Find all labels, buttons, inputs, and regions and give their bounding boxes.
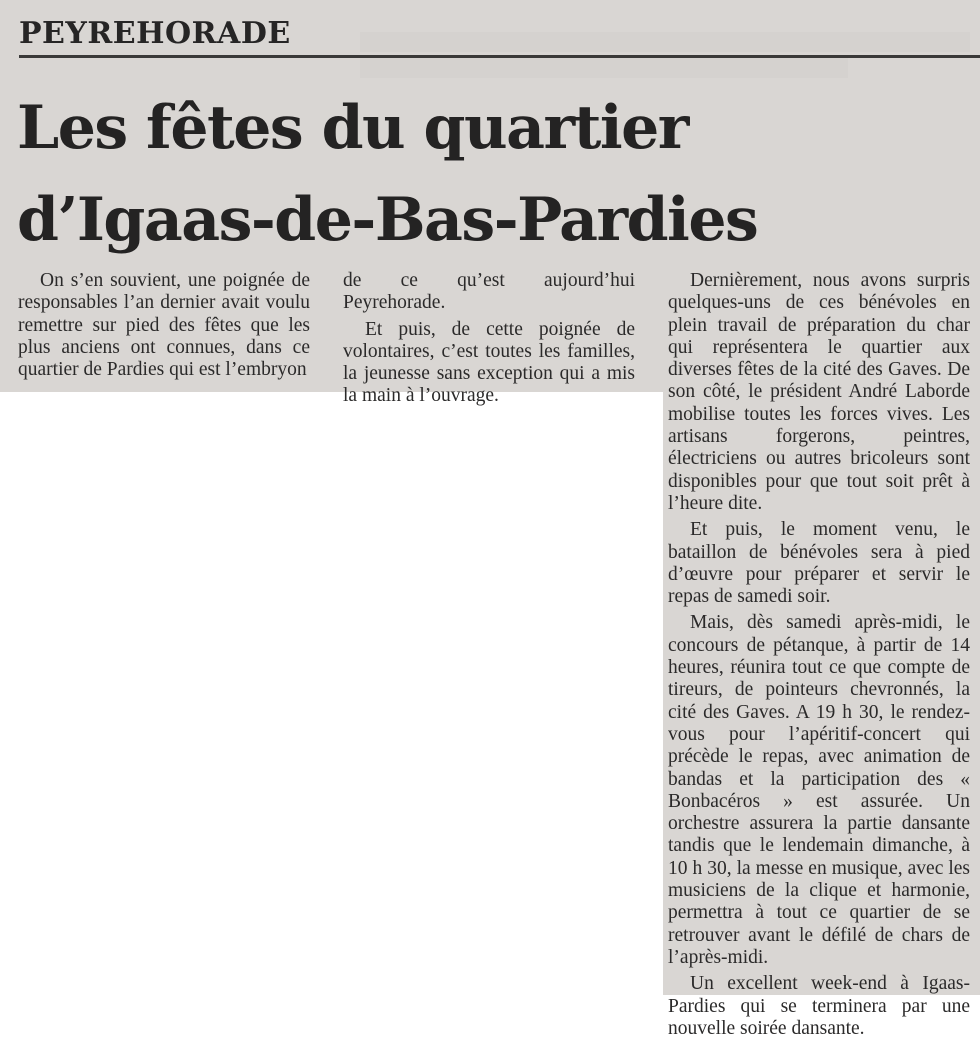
kicker-rule <box>19 55 980 58</box>
column-3-paragraph-3: Mais, dès samedi après-midi, le concours de pétanque, à partir de 14 heures, réunira tout ce que compte de tireurs, de pointeurs chevronnés, la cité des Gaves. A 19 h 30, le rendez-vous pour l’apéritif-concert qui précède le repas, avec animation de bandas et la participation des « Bonbacéros » est assurée. Un orchestre assurera la partie dansante tandis que le lendemain dimanche, à 10 h 30, la messe en musique, avec les musiciens de la clique et harmonie, permettra à tout ce quartier de se retrouver avant le défilé de chars de l’après-midi. <box>668 612 970 968</box>
headline-line-2: d’Igaas-de-Bas-Pardies <box>17 185 758 255</box>
column-2-paragraph-2: Et puis, de cette poignée de volontaires, c’est toutes les familles, la jeunesse sans exception qui a mis la main à l’ouvrage. <box>343 318 635 407</box>
column-1-paragraph-1: On s’en souvient, une poignée de responsables l’an dernier avait voulu remettre sur pied des fêtes que les plus anciens ont connues, dans ce quartier de Pardies qui est l’embryon <box>18 270 310 381</box>
headline-line-1: Les fêtes du quartier <box>17 93 688 163</box>
column-3-paragraph-2: Et puis, le moment venu, le bataillon de bénévoles sera à pied d’œuvre pour préparer et servir le repas de samedi soir. <box>668 519 970 608</box>
article-column-3 <box>668 270 970 1040</box>
column-3-paragraph-4: Un excellent week-end à Igaas-Pardies qui se terminera par une nouvelle soirée dansante. <box>668 973 970 1039</box>
section-kicker: PEYREHORADE <box>19 16 291 51</box>
article-column-1 <box>18 270 310 381</box>
article-headline <box>17 82 917 266</box>
column-2-paragraph-1: de ce qu’est aujourd’hui Peyrehorade. <box>343 270 635 314</box>
article-column-2 <box>343 270 635 408</box>
column-3-paragraph-1: Dernièrement, nous avons surpris quelques-uns de ces bénévoles en plein travail de préparation du char qui représentera le quartier aux diverses fêtes de la cité des Gaves. De son côté, le président André Laborde mobilise toutes les forces vives. Les artisans forgerons, peintres, électriciens ou autres bricoleurs sont disponibles pour que tout soit prêt à l’heure dite. <box>668 270 970 514</box>
